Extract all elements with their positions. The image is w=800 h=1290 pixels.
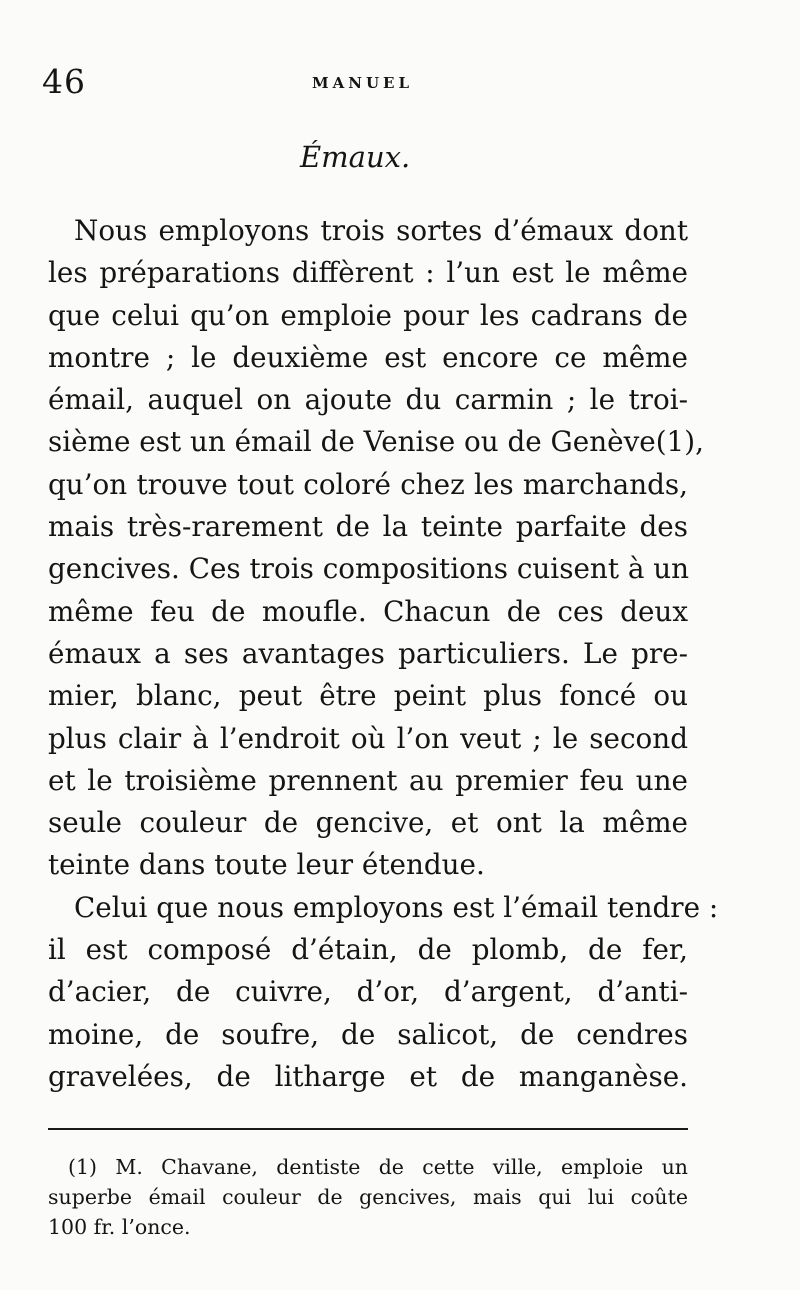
footnote-line: (1) M. Chavane, dentiste de cette ville, emploie un — [68, 1155, 688, 1179]
text-line: émail, auquel on ajoute du carmin ; le troi- — [48, 383, 688, 417]
section-title: Émaux. — [300, 140, 411, 174]
text-line: et le troisième prennent au premier feu une — [48, 763, 688, 797]
text-line: émaux a ses avantages particuliers. Le pre- — [48, 636, 688, 670]
text-line: sième est un émail de Venise ou de Genève(1), — [48, 425, 704, 459]
text-line: même feu de moufle. Chacun de ces deux — [48, 594, 688, 628]
text-line: teinte dans toute leur étendue. — [48, 848, 485, 882]
text-line: d’acier, de cuivre, d’or, d’argent, d’anti- — [48, 975, 688, 1009]
body-text — [48, 210, 719, 1098]
text-line: Celui que nous employons est l’émail tendre : — [74, 890, 719, 924]
text-line: plus clair à l’endroit où l’on veut ; le second — [48, 721, 688, 755]
text-line: mier, blanc, peut être peint plus foncé ou — [48, 679, 688, 713]
text-line: gravelées, de litharge et de manganèse. — [48, 1059, 688, 1093]
text-line: mais très-rarement de la teinte parfaite des — [48, 510, 688, 544]
page-number: 46 — [42, 62, 86, 101]
text-line: montre ; le deuxième est encore ce même — [48, 340, 688, 374]
text-line: les préparations diffèrent : l’un est le même — [48, 256, 688, 290]
text-line: que celui qu’on emploie pour les cadrans de — [48, 298, 688, 332]
running-head: MANUEL — [312, 74, 414, 92]
text-line: seule couleur de gencive, et ont la même — [48, 806, 688, 840]
footnote-line: 100 fr. l’once. — [48, 1215, 191, 1239]
page-header — [42, 62, 740, 102]
text-line: Nous employons trois sortes d’émaux dont — [74, 214, 688, 247]
text-line: il est composé d’étain, de plomb, de fer, — [48, 933, 688, 967]
text-line: gencives. Ces trois compositions cuisent à un — [48, 552, 690, 586]
paragraph — [48, 210, 704, 887]
text-line: qu’on trouve tout coloré chez les marchands, — [48, 467, 688, 501]
footnote-rule — [48, 1128, 688, 1130]
paragraph — [48, 887, 719, 1098]
footnotes — [48, 1152, 688, 1242]
footnote — [48, 1152, 688, 1242]
text-line: moine, de soufre, de salicot, de cendres — [48, 1017, 688, 1051]
footnote-line: superbe émail couleur de gencives, mais qui lui coûte — [48, 1185, 688, 1209]
